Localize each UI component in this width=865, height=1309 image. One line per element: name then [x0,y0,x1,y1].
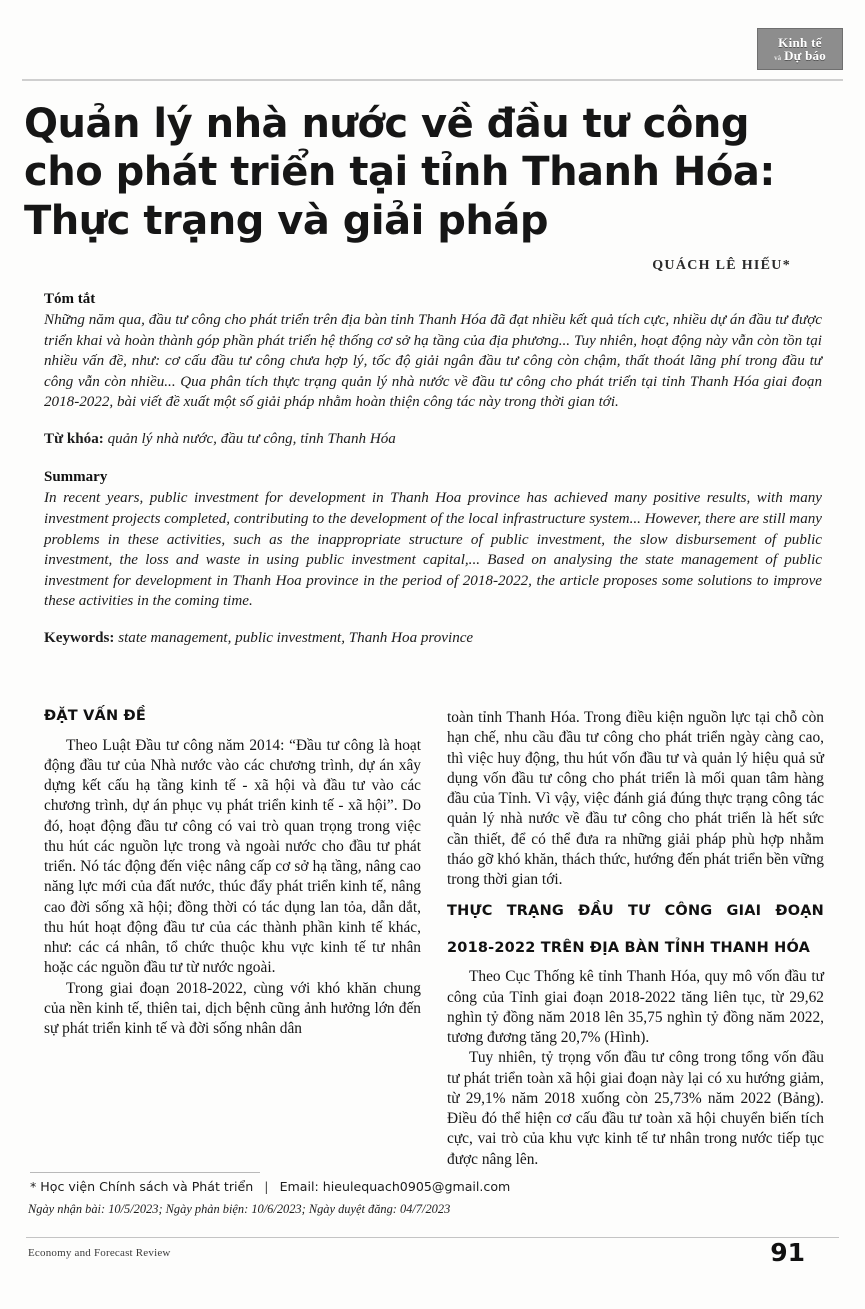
journal-logo-badge [757,28,843,70]
journal-logo-line2: Dự báo [784,48,826,63]
abstract-spacer [44,449,822,469]
keywords-vi-label: Từ khóa: [44,430,104,447]
keywords-vi [44,429,822,450]
section-heading-introduction: ĐẶT VẤN ĐỀ [44,708,146,724]
footer-divider [26,1237,839,1238]
footnote-divider [30,1172,260,1173]
paragraph: Tuy nhiên, tỷ trọng vốn đầu tư công trong tổng vốn đầu tư phát triển toàn xã hội giai đoạn này lại có xu hướng giảm, từ 29,1% năm 2018 xuống còn 25,73% năm 2022 (Bảng). Điều đó thể hiện cơ cấu đầu tư toàn xã hội chuyển biến tích cực, vai trò của khu vực kinh tế tư nhân trong nước tiếp tục được nâng lên. [447,1049,824,1168]
keywords-en-value: state management, public investment, Thanh Hoa province [118,630,474,647]
paragraph: toàn tỉnh Thanh Hóa. Trong điều kiện nguồn lực tại chỗ còn hạn chế, nhu cầu đầu tư công cho phát triển ngày càng cao, thì việc huy động, thu hút vốn đầu tư và quản lý hiệu quả sử dụng vốn đầu tư công cho phát triển là mối quan tâm hàng đầu của Tỉnh. Vì vậy, việc đánh giá đúng thực trạng công tác quản lý nhà nước về đầu tư công cho phát triển là hết sức cần thiết, để có thể đưa ra những giải pháp phù hợp nhằm tháo gỡ khó khăn, thách thức, hướng đến phát triển bền vững trong thời gian tới. [447,709,824,888]
footnote [30,1178,630,1197]
column-left [44,708,421,1168]
section-heading-current-status-line1: THỰC TRẠNG ĐẦU TƯ CÔNG GIAI ĐOẠN [447,903,824,920]
journal-logo-line2-row [774,49,826,62]
journal-logo-line1: Kinh tế [778,35,822,50]
section-spacer [447,890,824,903]
page-title-line-1: Quản lý nhà nước về đầu tư công [24,101,750,147]
author-name: QUÁCH LÊ HIẾU* [652,258,791,273]
abstract-block [44,291,822,649]
body-columns [44,708,824,1168]
page-title-line-2: cho phát triển tại tỉnh Thanh Hóa: [24,149,775,196]
footnote-affiliation: * Học viện Chính sách và Phát triển [30,1179,254,1194]
abstract-vi-heading: Tóm tắt [44,291,96,307]
keywords-vi-value: quản lý nhà nước, đầu tư công, tỉnh Thanh Hóa [107,430,396,447]
journal-logo-line2-small: và [774,54,782,62]
paragraph: Trong giai đoạn 2018-2022, cùng với khó khăn chung của nền kinh tế, thiên tai, dịch bệnh cũng ảnh hưởng lớn đến sự phát triển kinh tế và đời sống nhân dân [44,979,421,1038]
page-title-line-3: Thực trạng và giải pháp [24,197,548,244]
section-heading-current-status-line2: 2018-2022 TRÊN ĐỊA BÀN TỈNH THANH HÓA [447,939,811,956]
paragraph: Theo Luật Đầu tư công năm 2014: “Đầu tư công là hoạt động đầu tư của Nhà nước vào các chương trình, dự án xây dựng kết cấu hạ tầng kinh tế - xã hội và đầu tư vào các chương trình, dự án phục vụ phát triển kinh tế - xã hội”. Do đó, hoạt động đầu tư công có vai trò quan trọng trong việc thu hút các nguồn lực trong và ngoài nước cho đầu tư phát triển. Nó tác động đến việc nâng cấp cơ sở hạ tầng, nâng cao năng lực mới của đất nước, thúc đẩy phát triển kinh tế, nâng cao đời sống xã hội; đồng thời có tác dụng lan tỏa, dẫn dắt, thu hút hoạt động đầu tư của các thành phần kinh tế khác, như: các cá nhân, tổ chức thuộc khu vực kinh tế tư nhân hoặc các nguồn đầu tư từ nước ngoài. [44,736,421,977]
footnote-dates: Ngày nhận bài: 10/5/2023; Ngày phản biện: 10/6/2023; Ngày duyệt đăng: 04/7/2023 [28,1202,451,1216]
keywords-en-label: Keywords: [44,630,115,647]
keywords-en [44,628,822,649]
page-title [24,100,775,245]
abstract-en-text: In recent years, public investment for development in Thanh Hoa province has achieved many positive results, with many investment projects completed, contributing to the development of the local infrastructure system... However, there are still many problems in these activities, such as the inappropriate structure of public investment, the slow disbursement of public investment, the loss and waste in using public investment capital,... Based on analysing the state management of public investment for development in Thanh Hoa province in the period of 2018-2022, the article proposes some solutions to improve these activities in the coming time. [44,490,822,610]
abstract-vi-text: Những năm qua, đầu tư công cho phát triển trên địa bàn tỉnh Thanh Hóa đã đạt nhiều kết quả tích cực, nhiều dự án đầu tư được triển khai và hoàn thành góp phần phát triển hệ thống cơ sở hạ tầng của địa phương... Tuy nhiên, hoạt động này vẫn còn tồn tại nhiều vấn đề, như: cơ cấu đầu tư công chưa hợp lý, tốc độ giải ngân đầu tư công còn chậm, thất thoát lãng phí trong đầu tư công vẫn còn nhiều... Qua phân tích thực trạng quản lý nhà nước về đầu tư công cho phát triển tại tỉnh Thanh Hóa giai đoạn 2018-2022, bài viết đề xuất một số giải pháp nhằm hoàn thiện công tác này trong thời gian tới. [44,312,822,411]
paragraph: Theo Cục Thống kê tỉnh Thanh Hóa, quy mô vốn đầu tư công của Tỉnh giai đoạn 2018-2022 tăng liên tục, từ 29,62 nghìn tỷ đồng năm 2018 lên 35,75 nghìn tỷ đồng năm 2022, tương đương tăng 20,7% (Hình). [447,968,824,1047]
footnote-email[interactable]: Email: hieulequach0905@gmail.com [279,1179,511,1194]
footer-journal-name: Economy and Forecast Review [28,1247,171,1259]
column-right [447,708,824,1168]
header-divider [22,79,843,81]
footnote-separator: | [264,1179,269,1194]
footer-page-number: 91 [770,1238,805,1267]
abstract-en-heading: Summary [44,469,108,486]
